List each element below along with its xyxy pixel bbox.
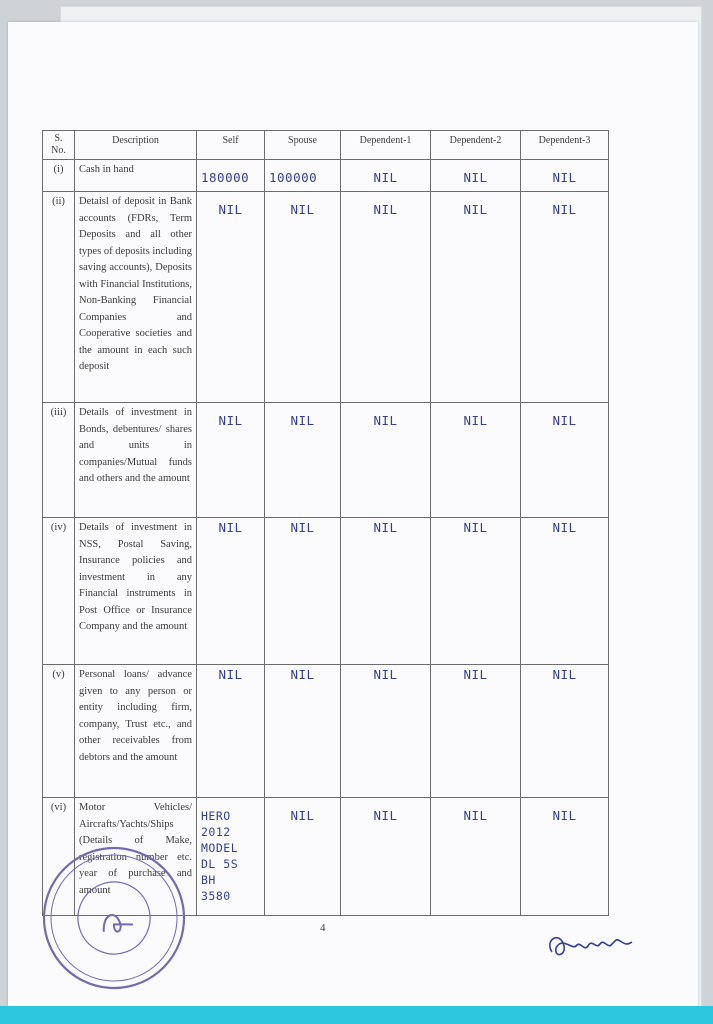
header-dependent-1: Dependent-1 — [341, 131, 431, 160]
row-description: Cash in hand — [75, 160, 197, 192]
header-spouse: Spouse — [265, 131, 341, 160]
table-header-row — [43, 131, 609, 160]
row-number: (vi) — [43, 798, 75, 916]
row-number: (v) — [43, 665, 75, 798]
value-dependent-3: NIL — [521, 160, 609, 192]
header-description: Description — [75, 131, 197, 160]
official-seal-stamp — [38, 842, 190, 994]
scanner-edge-strip — [0, 1006, 713, 1024]
table-row — [43, 665, 609, 798]
value-self: 180000 — [197, 160, 265, 192]
value-dependent-1: NIL — [341, 403, 431, 518]
signature-mark — [542, 922, 638, 968]
value-dependent-1: NIL — [341, 798, 431, 916]
value-self-vehicle — [197, 798, 265, 916]
assets-table — [42, 130, 609, 916]
table-row — [43, 403, 609, 518]
header-sno: S. No. — [43, 131, 75, 160]
value-dependent-3: NIL — [521, 518, 609, 665]
header-dependent-2: Dependent-2 — [431, 131, 521, 160]
value-dependent-2: NIL — [431, 160, 521, 192]
row-description: Details of investment in NSS, Postal Saving, Insurance policies and investment in any Financial instruments in Post Office or Insurance Company and the amount — [75, 518, 197, 665]
row-number: (iv) — [43, 518, 75, 665]
vehicle-line: 3580 — [201, 889, 231, 903]
value-dependent-3: NIL — [521, 665, 609, 798]
value-dependent-1: NIL — [341, 160, 431, 192]
value-spouse: NIL — [265, 798, 341, 916]
value-dependent-3: NIL — [521, 192, 609, 403]
page-number: 4 — [320, 922, 326, 934]
row-description: Detaisl of deposit in Bank accounts (FDRs, Term Deposits and all other types of deposits including saving accounts), Deposits with Financial Institutions, Non-Banking Financial Companies and Cooperative societies and the amount in each such deposit — [75, 192, 197, 403]
row-description: Motor Vehicles/ Aircrafts/Yachts/Ships (Details of Make, registration number etc. year of purchase and amount — [75, 798, 197, 916]
header-self: Self — [197, 131, 265, 160]
value-spouse: 100000 — [265, 160, 341, 192]
value-self: NIL — [197, 665, 265, 798]
table-row — [43, 192, 609, 403]
value-dependent-2: NIL — [431, 798, 521, 916]
value-dependent-2: NIL — [431, 518, 521, 665]
table-row — [43, 518, 609, 665]
row-number: (i) — [43, 160, 75, 192]
value-spouse: NIL — [265, 665, 341, 798]
vehicle-line: HERO — [201, 809, 231, 823]
table-row — [43, 160, 609, 192]
value-dependent-1: NIL — [341, 518, 431, 665]
vehicle-line: 2012 MODEL — [201, 825, 239, 855]
value-self: NIL — [197, 403, 265, 518]
row-number: (ii) — [43, 192, 75, 403]
row-description: Details of investment in Bonds, debentures/ shares and units in companies/Mutual funds and others and the amount — [75, 403, 197, 518]
value-spouse: NIL — [265, 192, 341, 403]
value-spouse: NIL — [265, 403, 341, 518]
value-dependent-1: NIL — [341, 665, 431, 798]
value-dependent-3: NIL — [521, 403, 609, 518]
vehicle-line: DL 5S BH — [201, 857, 239, 887]
row-description: Personal loans/ advance given to any person or entity including firm, company, Trust etc., and other receivables from debtors and the amount — [75, 665, 197, 798]
value-self: NIL — [197, 518, 265, 665]
value-dependent-3: NIL — [521, 798, 609, 916]
value-dependent-1: NIL — [341, 192, 431, 403]
row-number: (iii) — [43, 403, 75, 518]
value-spouse: NIL — [265, 518, 341, 665]
header-dependent-3: Dependent-3 — [521, 131, 609, 160]
value-dependent-2: NIL — [431, 665, 521, 798]
value-dependent-2: NIL — [431, 192, 521, 403]
value-self: NIL — [197, 192, 265, 403]
value-dependent-2: NIL — [431, 403, 521, 518]
